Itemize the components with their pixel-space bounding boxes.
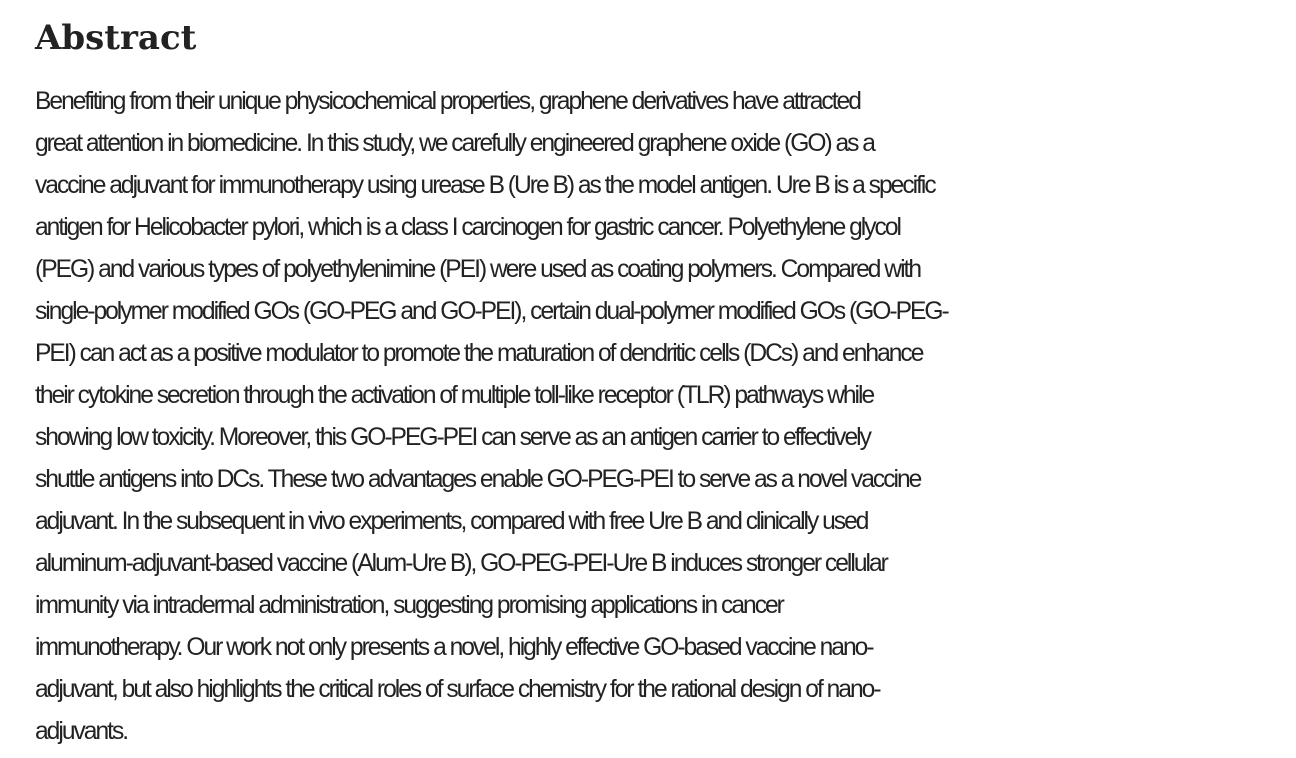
abstract-line: immunity via intradermal administration, suggesting promising applications in cancer	[35, 592, 783, 619]
abstract-line: adjuvant. In the subsequent in vivo experiments, compared with free Ure B and clinically used	[35, 508, 868, 535]
abstract-line: (PEG) and various types of polyethylenimine (PEI) were used as coating polymers. Compared with	[35, 256, 921, 283]
abstract-line: their cytokine secretion through the activation of multiple toll-like receptor (TLR) pathways while	[35, 382, 874, 409]
abstract-heading: Abstract	[35, 18, 197, 58]
abstract-line: shuttle antigens into DCs. These two advantages enable GO-PEG-PEI to serve as a novel vaccine	[35, 466, 921, 493]
abstract-line: antigen for Helicobacter pylori, which is a class I carcinogen for gastric cancer. Polyethylene glycol	[35, 214, 900, 241]
abstract-body	[35, 81, 1293, 753]
abstract-line: showing low toxicity. Moreover, this GO-PEG-PEI can serve as an antigen carrier to effectively	[35, 424, 870, 451]
abstract-line: single-polymer modified GOs (GO-PEG and GO-PEI), certain dual-polymer modified GOs (GO-PEG-	[35, 298, 948, 325]
abstract-line: PEI) can act as a positive modulator to promote the maturation of dendritic cells (DCs) and enhance	[35, 340, 923, 367]
abstract-line: adjuvant, but also highlights the critical roles of surface chemistry for the rational design of nano-	[35, 676, 880, 703]
abstract-line: adjuvants.	[35, 718, 128, 745]
abstract-section	[35, 14, 1293, 753]
abstract-line: vaccine adjuvant for immunotherapy using urease B (Ure B) as the model antigen. Ure B is a specific	[35, 172, 935, 199]
abstract-line: immunotherapy. Our work not only presents a novel, highly effective GO-based vaccine nano-	[35, 634, 873, 661]
abstract-line: great attention in biomedicine. In this study, we carefully engineered graphene oxide (GO) as a	[35, 130, 874, 157]
abstract-line: aluminum-adjuvant-based vaccine (Alum-Ure B), GO-PEG-PEI-Ure B induces stronger cellular	[35, 550, 887, 577]
abstract-line: Benefiting from their unique physicochemical properties, graphene derivatives have attracted	[35, 88, 860, 115]
